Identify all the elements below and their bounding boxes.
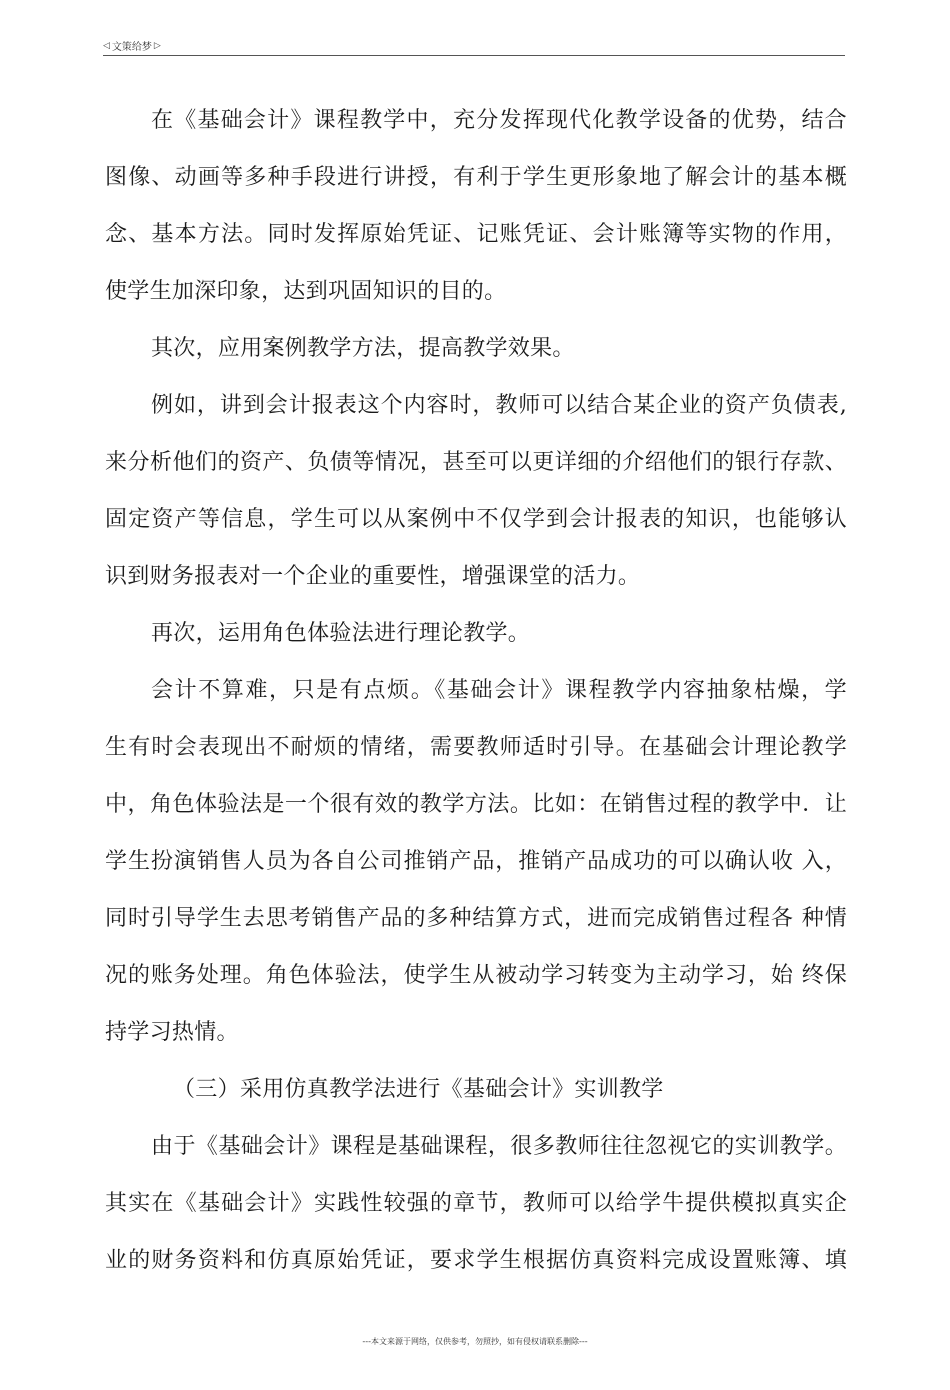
text-line: 固定资产等信息，学生可以从案例中不仅学到会计报表的知识，也能够认 [105, 507, 847, 532]
text-line: 念、基本方法。同时发挥原始凭证、记账凭证、会计账簿等实物的作用， [105, 222, 847, 247]
paragraph [105, 1118, 847, 1289]
text-line: 再次，运用角色体验法进行理论教学。 [151, 621, 531, 646]
text-line: 学生扮演销售人员为各自公司推销产品，推销产品成功的可以确认收 入， [105, 849, 847, 874]
paragraph [105, 662, 847, 1061]
text-line: （三）采用仿真教学法进行《基础会计》实训教学 [173, 1077, 664, 1102]
paragraph [105, 605, 847, 662]
page-header [103, 38, 161, 53]
text-line: 持学习热情。 [105, 1020, 239, 1045]
page-footer: ---本文来源于网络，仅供参考，勿照抄，如有侵权请联系删除--- [362, 1337, 588, 1346]
text-line: 中，角色体验法是一个很有效的教学方法。比如：在销售过程的教学中．让 [105, 792, 847, 817]
header-title: 文策给梦 [111, 42, 152, 53]
text-line: 其次，应用案例教学方法，提高教学效果。 [151, 336, 575, 361]
text-line: 由于《基础会计》课程是基础课程，很多教师往往忽视它的实训教学。 [151, 1134, 847, 1159]
text-line: 使学生加深印象，达到巩固知识的目的。 [105, 279, 507, 304]
text-line: 来分析他们的资产、负债等情况，甚至可以更详细的介绍他们的银行存款、 [105, 450, 847, 475]
text-line: 识到财务报表对一个企业的重要性，增强课堂的活力。 [105, 564, 641, 589]
right-triangle-icon: ▷ [153, 40, 161, 51]
text-line: 图像、动画等多种手段进行讲授，有利于学生更形象地了解会计的基本概 [105, 165, 847, 190]
text-line: 其实在《基础会计》实践性较强的章节，教师可以给学牛提供模拟真实企 [105, 1191, 847, 1216]
text-line: 业的财务资料和仿真原始凭证，要求学生根据仿真资料完成设置账簿、填 [105, 1248, 847, 1273]
header-divider [103, 55, 845, 56]
paragraph [105, 320, 847, 377]
text-line: 同时引导学生去思考销售产品的多种结算方式，进而完成销售过程各 种情 [105, 906, 847, 931]
text-line: 生有时会表现出不耐烦的情绪，需要教师适时引导。在基础会计理论教学 [105, 735, 847, 760]
left-triangle-icon: ◁ [103, 40, 110, 51]
text-line: 例如，讲到会计报表这个内容时，教师可以结合某企业的资产负债表, [151, 393, 847, 418]
section-heading [105, 1061, 847, 1118]
document-body [105, 92, 847, 1289]
paragraph [105, 92, 847, 320]
paragraph [105, 377, 847, 605]
text-line: 况的账务处理。角色体验法，使学生从被动学习转变为主动学习，始 终保 [105, 963, 847, 988]
text-line: 会计不算难，只是有点烦。《基础会计》课程教学内容抽象枯燥，学 [151, 678, 847, 703]
text-line: 在《基础会计》课程教学中，充分发挥现代化教学设备的优势，结合 [151, 108, 847, 133]
